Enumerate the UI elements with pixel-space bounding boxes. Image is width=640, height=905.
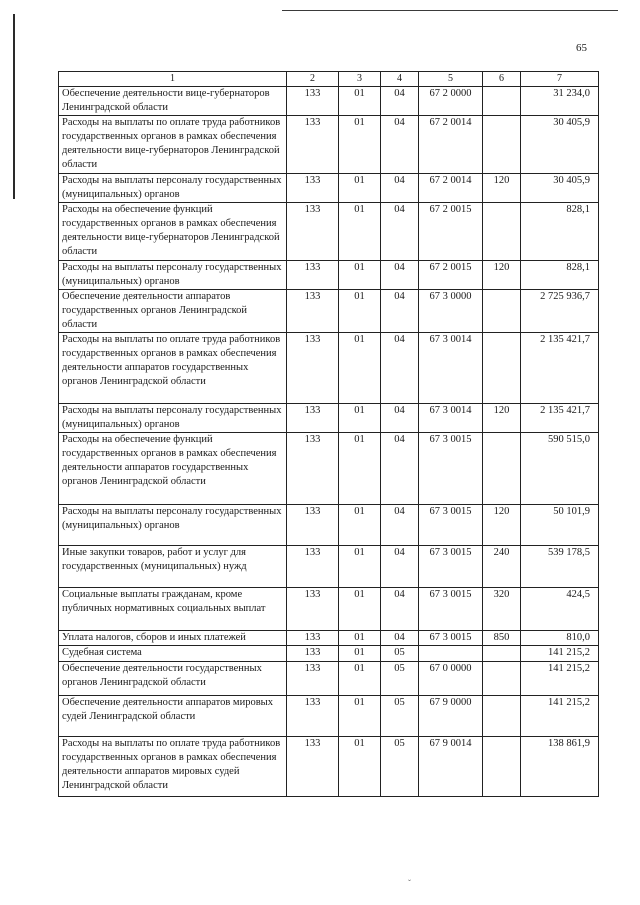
cell-col-5: 67 9 0014: [419, 737, 483, 797]
cell-name: Расходы на выплаты персоналу государственных (муниципальных) органов: [59, 261, 287, 290]
table-row: [59, 404, 599, 433]
cell-col-2: 133: [287, 116, 339, 174]
cell-col-5: [419, 646, 483, 662]
cell-col-2: 133: [287, 737, 339, 797]
cell-col-3: 01: [339, 433, 381, 505]
cell-col-5: 67 3 0014: [419, 404, 483, 433]
cell-name: Расходы на выплаты персоналу государственных (муниципальных) органов: [59, 505, 287, 546]
cell-col-6: 320: [483, 588, 521, 631]
cell-col-4: 05: [381, 737, 419, 797]
cell-col-6: 120: [483, 261, 521, 290]
table-row: [59, 588, 599, 631]
header-col-2: 2: [287, 72, 339, 87]
table-row: [59, 203, 599, 261]
cell-col-7: 424,5: [521, 588, 599, 631]
cell-col-4: 04: [381, 203, 419, 261]
header-col-6: 6: [483, 72, 521, 87]
cell-name: Уплата налогов, сборов и иных платежей: [59, 631, 287, 646]
scan-artifact-top-line: [282, 10, 618, 11]
cell-col-3: 01: [339, 546, 381, 588]
cell-col-4: 04: [381, 290, 419, 333]
cell-name: Расходы на обеспечение функций государственных органов в рамках обеспечения деятельности аппаратов государственных органов Ленинградской области: [59, 433, 287, 505]
cell-col-2: 133: [287, 588, 339, 631]
cell-col-7: 539 178,5: [521, 546, 599, 588]
cell-col-4: 04: [381, 505, 419, 546]
cell-col-2: 133: [287, 174, 339, 203]
cell-col-5: 67 2 0015: [419, 203, 483, 261]
cell-col-7: 30 405,9: [521, 116, 599, 174]
cell-col-2: 133: [287, 631, 339, 646]
cell-name: Иные закупки товаров, работ и услуг для государственных (муниципальных) нужд: [59, 546, 287, 588]
page-number: 65: [576, 42, 587, 54]
cell-col-6: [483, 333, 521, 404]
table-row: [59, 116, 599, 174]
cell-col-5: 67 3 0015: [419, 433, 483, 505]
table-row: [59, 174, 599, 203]
cell-name: Расходы на выплаты по оплате труда работников государственных органов в рамках обеспечения деятельности аппаратов мировых судей Ленинградской области: [59, 737, 287, 797]
cell-name: Расходы на выплаты по оплате труда работников государственных органов в рамках обеспечения деятельности вице-губернаторов Ленинградской области: [59, 116, 287, 174]
cell-col-7: 141 215,2: [521, 662, 599, 696]
cell-col-2: 133: [287, 662, 339, 696]
footer-mark: ˇ: [408, 878, 411, 888]
cell-col-4: 04: [381, 433, 419, 505]
cell-col-6: [483, 696, 521, 737]
cell-col-4: 05: [381, 646, 419, 662]
cell-col-4: 04: [381, 588, 419, 631]
cell-name: Социальные выплаты гражданам, кроме публичных нормативных социальных выплат: [59, 588, 287, 631]
cell-col-3: 01: [339, 662, 381, 696]
header-col-3: 3: [339, 72, 381, 87]
table-row: [59, 696, 599, 737]
cell-col-7: 2 135 421,7: [521, 404, 599, 433]
cell-col-2: 133: [287, 433, 339, 505]
table-row: [59, 631, 599, 646]
cell-col-3: 01: [339, 404, 381, 433]
header-col-4: 4: [381, 72, 419, 87]
budget-table: [58, 71, 599, 797]
cell-col-4: 04: [381, 116, 419, 174]
cell-col-3: 01: [339, 174, 381, 203]
cell-col-2: 133: [287, 646, 339, 662]
table-row: [59, 662, 599, 696]
cell-col-7: 30 405,9: [521, 174, 599, 203]
cell-col-5: 67 3 0000: [419, 290, 483, 333]
cell-name: Обеспечение деятельности аппаратов мировых судей Ленинградской области: [59, 696, 287, 737]
cell-col-2: 133: [287, 404, 339, 433]
cell-col-2: 133: [287, 203, 339, 261]
cell-col-7: 141 215,2: [521, 646, 599, 662]
cell-col-6: [483, 116, 521, 174]
cell-col-7: 590 515,0: [521, 433, 599, 505]
cell-col-3: 01: [339, 737, 381, 797]
table-row: [59, 290, 599, 333]
cell-col-2: 133: [287, 333, 339, 404]
cell-col-3: 01: [339, 290, 381, 333]
cell-col-6: [483, 737, 521, 797]
cell-name: Расходы на выплаты персоналу государственных (муниципальных) органов: [59, 174, 287, 203]
cell-col-5: 67 2 0014: [419, 116, 483, 174]
cell-col-7: 31 234,0: [521, 87, 599, 116]
table-row: [59, 433, 599, 505]
cell-col-6: 120: [483, 174, 521, 203]
cell-col-2: 133: [287, 696, 339, 737]
cell-col-5: 67 9 0000: [419, 696, 483, 737]
cell-col-7: 50 101,9: [521, 505, 599, 546]
cell-col-4: 05: [381, 662, 419, 696]
header-col-7: 7: [521, 72, 599, 87]
scan-artifact-left-line: [13, 14, 15, 199]
cell-col-6: [483, 433, 521, 505]
cell-col-3: 01: [339, 333, 381, 404]
cell-col-7: 2 135 421,7: [521, 333, 599, 404]
cell-col-2: 133: [287, 290, 339, 333]
table-row: [59, 505, 599, 546]
cell-col-5: 67 3 0015: [419, 505, 483, 546]
cell-col-5: 67 3 0015: [419, 588, 483, 631]
header-col-1: 1: [59, 72, 287, 87]
cell-col-6: [483, 662, 521, 696]
cell-col-3: 01: [339, 261, 381, 290]
table-row: [59, 737, 599, 797]
cell-col-7: 2 725 936,7: [521, 290, 599, 333]
cell-col-6: 240: [483, 546, 521, 588]
cell-col-3: 01: [339, 505, 381, 546]
cell-col-6: 120: [483, 404, 521, 433]
cell-col-4: 04: [381, 87, 419, 116]
cell-col-2: 133: [287, 87, 339, 116]
cell-name: Обеспечение деятельности вице-губернаторов Ленинградской области: [59, 87, 287, 116]
cell-col-3: 01: [339, 696, 381, 737]
cell-col-5: 67 3 0015: [419, 546, 483, 588]
cell-col-7: 141 215,2: [521, 696, 599, 737]
cell-col-4: 04: [381, 333, 419, 404]
table-row: [59, 546, 599, 588]
cell-col-4: 04: [381, 261, 419, 290]
cell-col-3: 01: [339, 588, 381, 631]
header-row: [59, 72, 599, 87]
cell-name: Расходы на обеспечение функций государственных органов в рамках обеспечения деятельности вице-губернаторов Ленинградской области: [59, 203, 287, 261]
cell-name: Расходы на выплаты по оплате труда работников государственных органов в рамках обеспечения деятельности аппаратов государственных органов Ленинградской области: [59, 333, 287, 404]
cell-name: Обеспечение деятельности аппаратов государственных органов Ленинградской области: [59, 290, 287, 333]
cell-col-6: 120: [483, 505, 521, 546]
cell-col-3: 01: [339, 87, 381, 116]
cell-col-2: 133: [287, 505, 339, 546]
table-row: [59, 646, 599, 662]
cell-col-5: 67 2 0014: [419, 174, 483, 203]
cell-name: Судебная система: [59, 646, 287, 662]
cell-col-2: 133: [287, 261, 339, 290]
cell-col-4: 05: [381, 696, 419, 737]
cell-col-7: 138 861,9: [521, 737, 599, 797]
cell-col-5: 67 2 0015: [419, 261, 483, 290]
table-body: [59, 87, 599, 797]
cell-col-3: 01: [339, 116, 381, 174]
cell-name: Обеспечение деятельности государственных органов Ленинградской области: [59, 662, 287, 696]
cell-col-3: 01: [339, 203, 381, 261]
header-col-5: 5: [419, 72, 483, 87]
table-row: [59, 333, 599, 404]
cell-col-6: [483, 646, 521, 662]
cell-col-2: 133: [287, 546, 339, 588]
cell-col-4: 04: [381, 546, 419, 588]
cell-col-3: 01: [339, 646, 381, 662]
cell-col-4: 04: [381, 631, 419, 646]
cell-name: Расходы на выплаты персоналу государственных (муниципальных) органов: [59, 404, 287, 433]
table-row: [59, 261, 599, 290]
cell-col-5: 67 0 0000: [419, 662, 483, 696]
cell-col-7: 828,1: [521, 203, 599, 261]
cell-col-6: [483, 87, 521, 116]
cell-col-5: 67 3 0015: [419, 631, 483, 646]
cell-col-3: 01: [339, 631, 381, 646]
cell-col-6: [483, 290, 521, 333]
cell-col-5: 67 2 0000: [419, 87, 483, 116]
table-row: [59, 87, 599, 116]
cell-col-6: 850: [483, 631, 521, 646]
cell-col-4: 04: [381, 174, 419, 203]
cell-col-7: 810,0: [521, 631, 599, 646]
cell-col-6: [483, 203, 521, 261]
cell-col-7: 828,1: [521, 261, 599, 290]
cell-col-5: 67 3 0014: [419, 333, 483, 404]
cell-col-4: 04: [381, 404, 419, 433]
